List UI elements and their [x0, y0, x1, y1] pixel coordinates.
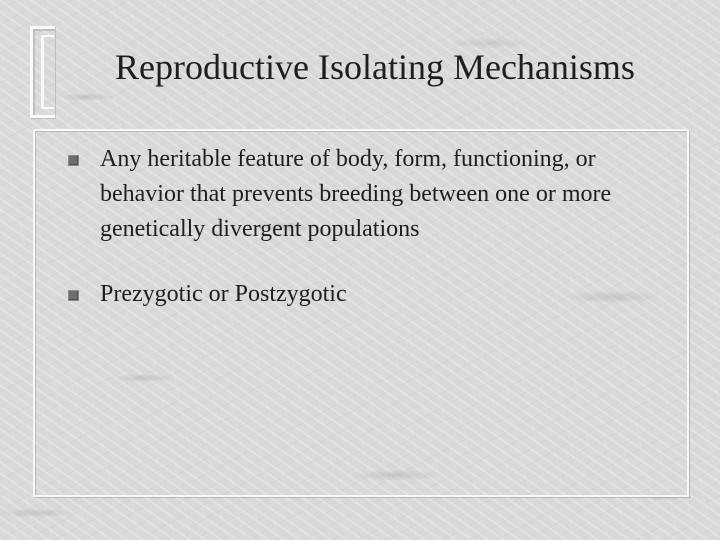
square-bullet-icon — [68, 290, 79, 301]
bullet-text: Prezygotic or Postzygotic — [100, 281, 347, 307]
title-bracket-decoration — [30, 26, 55, 118]
bullet-list — [62, 142, 682, 342]
bullet-item-definition — [62, 142, 682, 247]
bullet-text: Any heritable feature of body, form, functioning, or behavior that prevents breeding between one or more genetically divergent populations — [100, 146, 612, 242]
bullet-item-types — [62, 277, 682, 312]
slide-title: Reproductive Isolating Mechanisms — [115, 47, 635, 87]
square-bullet-icon — [68, 155, 79, 166]
